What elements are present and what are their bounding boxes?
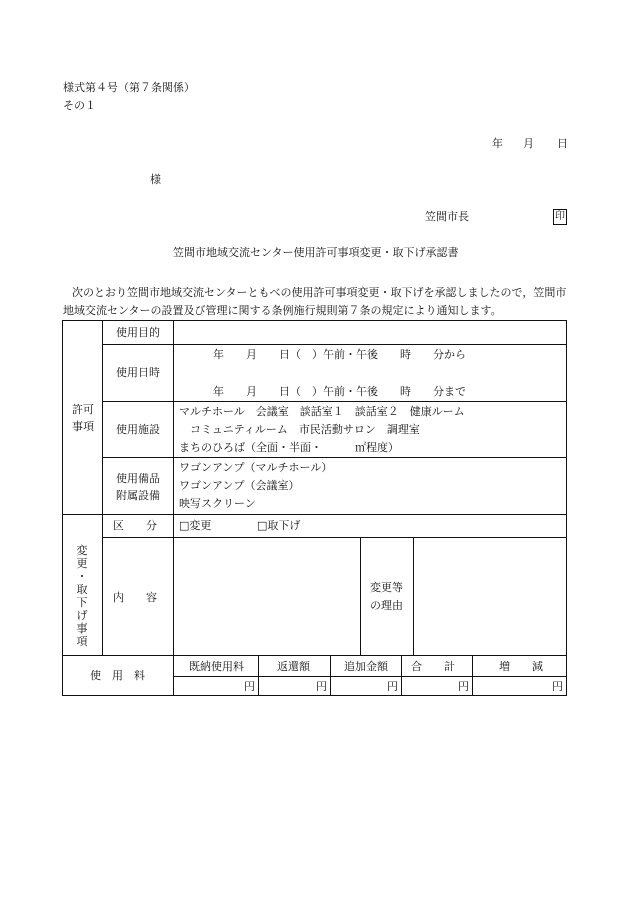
change-label-char: 取 bbox=[76, 583, 88, 596]
yen-unit: 円 bbox=[316, 680, 327, 693]
col-line-label bbox=[173, 320, 174, 696]
purpose-label: 使用目的 bbox=[116, 326, 160, 339]
row-line-category bbox=[102, 537, 567, 538]
permit-section-label-2: 事項 bbox=[72, 420, 94, 433]
row-line-facility bbox=[102, 457, 567, 458]
fee-col-refund: 返還額 bbox=[277, 660, 310, 673]
col-line-fee-3 bbox=[401, 655, 402, 695]
equipment-label-1: 使用備品 bbox=[116, 472, 160, 485]
equipment-line-1: ワゴンアンプ（マルチホール） bbox=[179, 461, 333, 474]
yen-unit: 円 bbox=[458, 680, 469, 693]
issuer: 笠間市長 bbox=[425, 210, 469, 223]
document-title: 笠間市地域交流センター使用許可事項変更・取下げ承認書 bbox=[173, 246, 459, 259]
addressee-suffix: 様 bbox=[150, 173, 161, 186]
option-withdraw-checkbox[interactable]: □取下げ bbox=[257, 519, 301, 532]
change-label-char: 項 bbox=[76, 635, 88, 648]
date-year: 年 bbox=[492, 137, 503, 150]
col-line-section bbox=[102, 320, 103, 655]
datetime-to: 年 月 日（ ）午前・午後 時 分まで bbox=[213, 385, 466, 398]
col-line-fee-2 bbox=[330, 655, 331, 695]
fee-col-total: 合 計 bbox=[411, 660, 455, 673]
date-day: 日 bbox=[557, 137, 568, 150]
body-line-1: 次のとおり笠間市地域交流センターともべの使用許可事項変更・取下げを承認しましたので，笠間市 bbox=[72, 286, 567, 299]
fee-col-paid: 既納使用料 bbox=[189, 660, 244, 673]
col-line-fee-4 bbox=[472, 655, 473, 695]
facility-line-2: コミュニティルーム 市民活動サロン 調理室 bbox=[190, 423, 420, 436]
facility-line-3: まちのひろば（全面・半面・ ㎡程度） bbox=[179, 441, 399, 454]
permit-section-label-1: 許可 bbox=[72, 403, 94, 416]
facility-line-1: マルチホール 会議室 談話室１ 談話室２ 健康ルーム bbox=[179, 405, 465, 418]
row-line-purpose bbox=[102, 344, 567, 345]
table-border-top bbox=[62, 320, 567, 321]
reason-label-1: 変更等 bbox=[370, 581, 403, 594]
change-label-char: 更 bbox=[76, 557, 88, 570]
datetime-label: 使用日時 bbox=[116, 366, 160, 379]
facility-label: 使用施設 bbox=[116, 423, 160, 436]
fee-label: 使 用 料 bbox=[90, 669, 145, 682]
equipment-line-2: ワゴンアンプ（会議室） bbox=[179, 479, 300, 492]
table-border-bottom bbox=[62, 695, 567, 696]
sub-number: その１ bbox=[63, 99, 96, 112]
body-line-2: 地域交流センターの設置及び管理に関する条例施行規則第７条の規定により通知します。 bbox=[63, 304, 502, 317]
option-change-checkbox[interactable]: □変更 bbox=[179, 519, 212, 532]
fee-col-additional: 追加金額 bbox=[344, 660, 388, 673]
fee-col-change: 増 減 bbox=[499, 660, 543, 673]
col-line-fee-1 bbox=[258, 655, 259, 695]
change-label-char: ・ bbox=[76, 570, 88, 583]
yen-unit: 円 bbox=[244, 680, 255, 693]
form-number: 様式第４号（第７条関係） bbox=[63, 81, 195, 94]
table-border-right bbox=[566, 320, 567, 696]
equipment-line-3: 映写スクリーン bbox=[179, 497, 256, 510]
change-label-char: 変 bbox=[76, 544, 88, 557]
change-label-char: 事 bbox=[76, 622, 88, 635]
yen-unit: 円 bbox=[387, 680, 398, 693]
date-month: 月 bbox=[523, 137, 534, 150]
reason-label-2: の理由 bbox=[370, 599, 403, 612]
content-label: 内 容 bbox=[113, 591, 157, 604]
table-border-left bbox=[62, 320, 63, 696]
row-line-fee-header bbox=[173, 676, 567, 677]
change-label-char: 下 bbox=[76, 596, 88, 609]
col-line-content bbox=[360, 537, 361, 655]
change-label-char: げ bbox=[76, 609, 88, 622]
yen-unit: 円 bbox=[552, 680, 563, 693]
row-line-permit-end bbox=[62, 514, 567, 515]
col-line-reason bbox=[413, 537, 414, 655]
row-line-change-end bbox=[62, 655, 567, 656]
datetime-from: 年 月 日（ ）午前・午後 時 分から bbox=[213, 348, 466, 361]
seal-stamp: 印 bbox=[553, 209, 567, 225]
change-section-label bbox=[76, 544, 88, 648]
equipment-label-2: 附属設備 bbox=[116, 489, 160, 502]
category-label: 区 分 bbox=[113, 519, 157, 532]
row-line-datetime bbox=[102, 401, 567, 402]
